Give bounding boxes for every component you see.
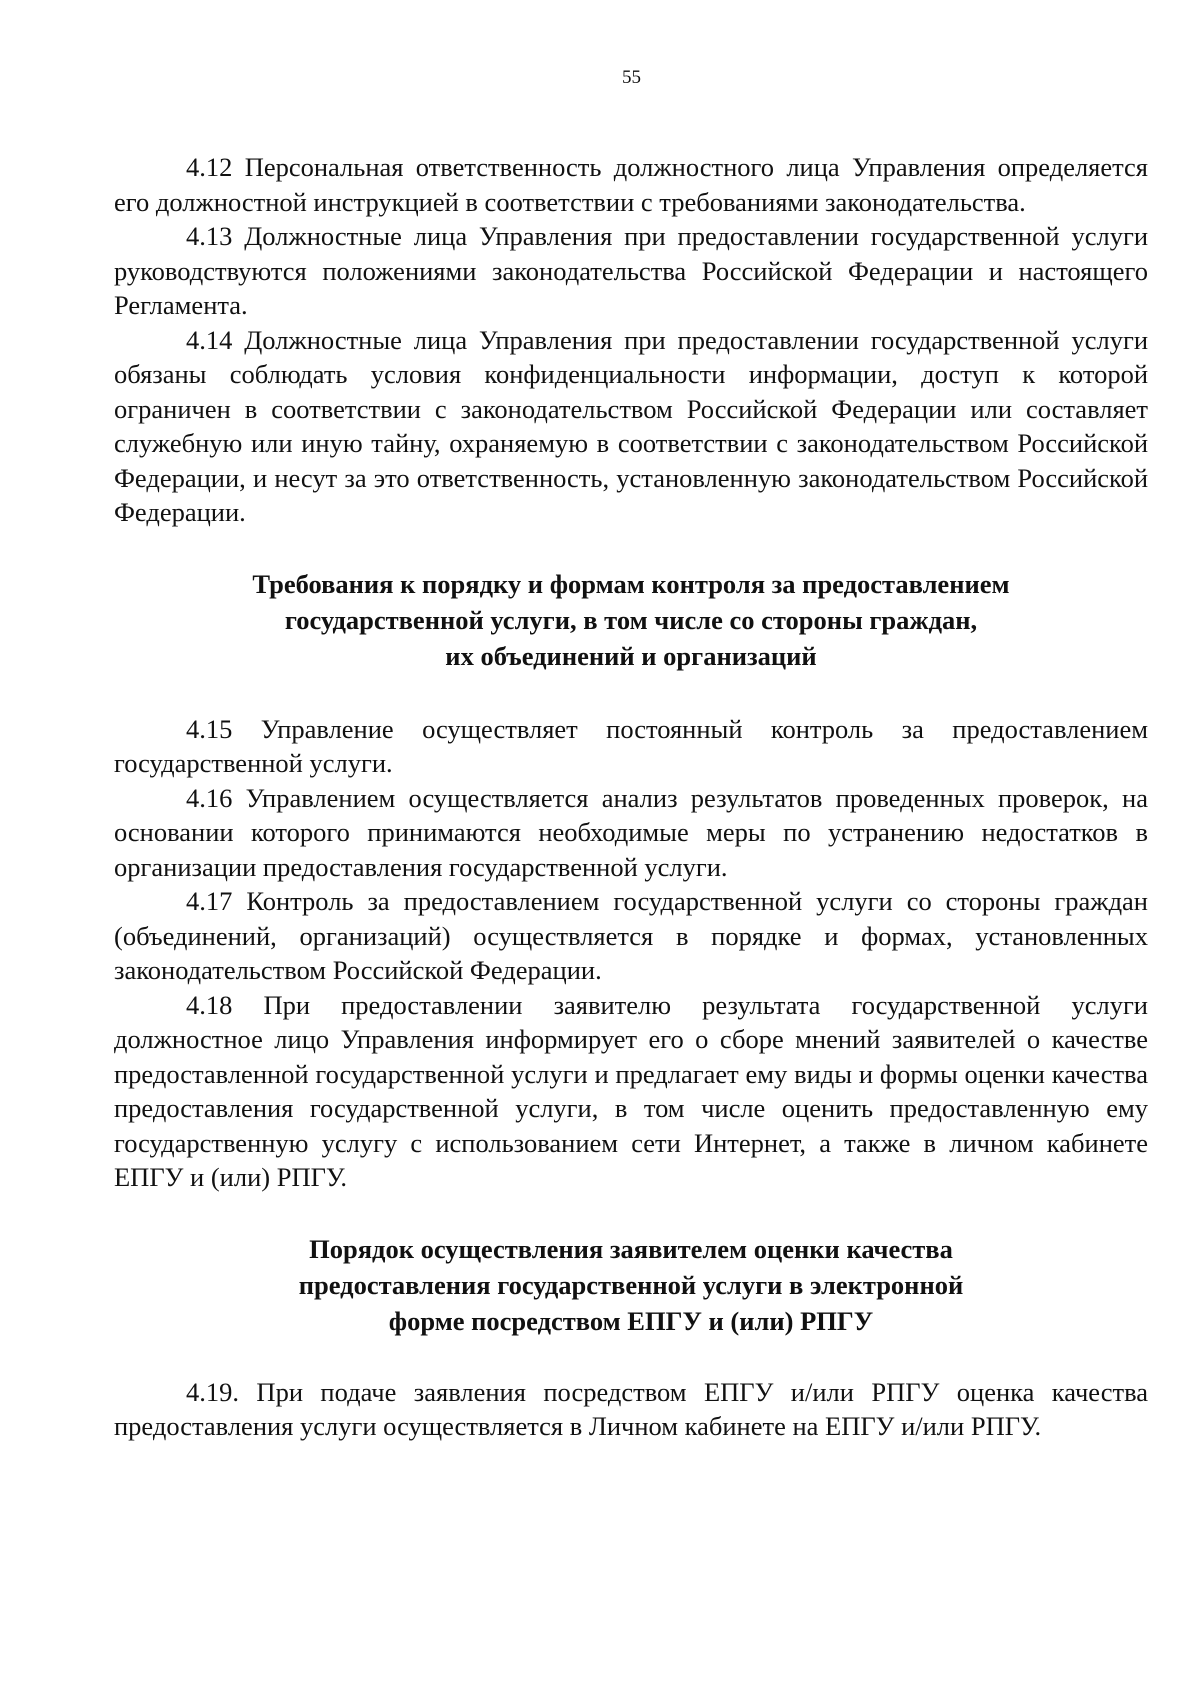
heading-line: Порядок осуществления заявителем оценки качества [309, 1233, 953, 1264]
heading-line: форме посредством ЕПГУ и (или) РПГУ [388, 1305, 874, 1336]
paragraph-4-12: 4.12 Персональная ответственность должностного лица Управления определяется его должностной инструкцией в соответствии с требованиями законодательства. [114, 152, 1148, 217]
paragraph-4-13: 4.13 Должностные лица Управления при предоставлении государственной услуги руководствуются положениями законодательства Российской Федерации и настоящего Регламента. [114, 221, 1148, 320]
heading-line: государственной услуги, в том числе со стороны граждан, [284, 604, 978, 635]
paragraph-4-19: 4.19. При подаче заявления посредством ЕПГУ и/или РПГУ оценка качества предоставления услуги осуществляется в Личном кабинете на ЕПГУ и/или РПГУ. [114, 1376, 1148, 1441]
document-body [114, 150, 1148, 1444]
section-heading-quality-assessment [114, 1231, 1148, 1339]
paragraph-4-18: 4.18 При предоставлении заявителю результата государственной услуги должностное лицо Управления информирует его о сборе мнений заявителей о качестве предоставленной государственной услуги и предлагает ему виды и формы оценки качества предоставления государственной услуги, в том числе оценить предоставленную ему государственную услугу с использованием сети Интернет, а также в личном кабинете ЕПГУ и (или) РПГУ. [114, 989, 1148, 1192]
heading-line: Требования к порядку и формам контроля за предоставлением [252, 568, 1010, 599]
paragraph-4-15: 4.15 Управление осуществляет постоянный контроль за предоставлением государственной услуги. [114, 713, 1148, 778]
page-number: 55 [622, 67, 641, 88]
paragraph-4-17: 4.17 Контроль за предоставлением государственной услуги со стороны граждан (объединений, организаций) осуществляется в порядке и формах, установленных законодательством Российской Федерации. [114, 886, 1148, 985]
heading-line: их объединений и организаций [445, 640, 817, 671]
paragraph-4-14: 4.14 Должностные лица Управления при предоставлении государственной услуги обязаны соблюдать условия конфиденциальности информации, доступ к которой ограничен в соответствии с законодательством Российской Федерации или составляет служебную или иную тайну, охраняемую в соответствии с законодательством Российской Федерации, и несут за это ответственность, установленную законодательством Российской Федерации. [114, 324, 1148, 527]
heading-line: предоставления государственной услуги в электронной [298, 1269, 964, 1300]
paragraph-4-16: 4.16 Управлением осуществляется анализ результатов проведенных проверок, на основании которого принимаются необходимые меры по устранению недостатков в организации предоставления государственной услуги. [114, 782, 1148, 882]
section-heading-control [114, 566, 1148, 674]
